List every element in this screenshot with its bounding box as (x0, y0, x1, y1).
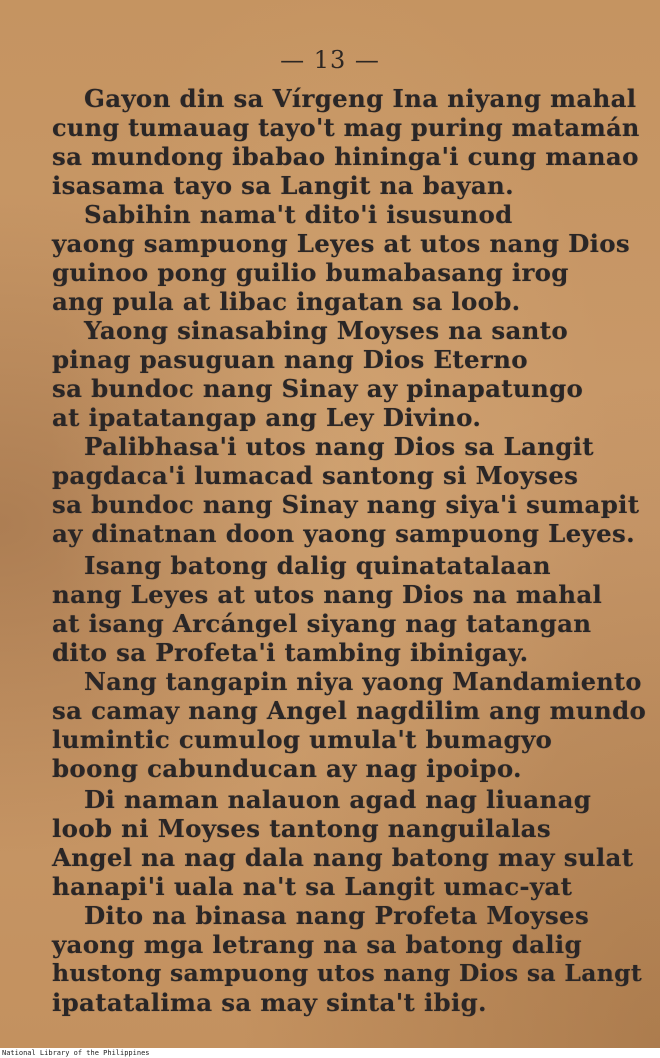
verse-line: pinag pasuguan nang Dios Eterno (52, 345, 528, 374)
verse-line: Sabihin nama't dito'i isusunod (84, 200, 513, 229)
verse-line: hustong sampuong utos nang Dios sa Langt (52, 959, 643, 987)
verse-line: guinoo pong guilio bumabasang irog (52, 258, 569, 287)
verse-line: dito sa Profeta'i tambing ibinigay. (52, 638, 529, 667)
verse-line: Gayon din sa Vírgeng Ina niyang mahal (84, 84, 637, 113)
verse-line: cung tumauag tayo't mag puring matamán (52, 113, 640, 142)
verse-line: Nang tangapin niya yaong Mandamiento (84, 667, 642, 696)
verse-line: sa bundoc nang Sinay ay pinapatungo (52, 374, 584, 403)
verse-line: Dito na binasa nang Profeta Moyses (84, 901, 590, 930)
verse-line: at ipatatangap ang Ley Divino. (52, 403, 482, 432)
verse-line: Isang batong dalig quinatatalaan (84, 551, 551, 580)
verse-line: hanapi'i uala na't sa Langit umac-yat (52, 872, 573, 901)
verse-line: ay dinatnan doon yaong sampuong Leyes. (52, 519, 635, 548)
verse-line: lumintic cumulog umula't bumagyo (52, 725, 553, 754)
verse-line: ang pula at libac ingatan sa loob. (52, 287, 521, 316)
verse-line: Angel na nag dala nang batong may sulat (52, 843, 634, 872)
verse-line: sa mundong ibabao hininga'i cung manao (52, 142, 639, 171)
verse-line: yaong sampuong Leyes at utos nang Dios (52, 229, 630, 258)
verse-line: boong cabunducan ay nag ipoipo. (52, 754, 522, 783)
footer-bar (0, 1048, 660, 1058)
verse-line: pagdaca'i lumacad santong si Moyses (52, 461, 579, 490)
library-credit: National Library of the Philippines (2, 1049, 150, 1057)
verse-line: Palibhasa'i utos nang Dios sa Langit (84, 432, 594, 461)
verse-line: ipatatalima sa may sinta't ibig. (52, 988, 487, 1017)
verse-line: loob ni Moyses tantong nanguilalas (52, 814, 551, 843)
verse-line: isasama tayo sa Langit na bayan. (52, 171, 514, 200)
verse-line: sa bundoc nang Sinay nang siya'i sumapit (52, 490, 640, 519)
verse-line: Di naman nalauon agad nag liuanag (84, 785, 592, 814)
page-number: — 13 — (280, 46, 380, 74)
verse-line: nang Leyes at utos nang Dios na mahal (52, 580, 603, 609)
verse-line: Yaong sinasabing Moyses na santo (84, 316, 568, 345)
verse-line: at isang Arcángel siyang nag tatangan (52, 609, 592, 638)
verse-line: sa camay nang Angel nagdilim ang mundo (52, 696, 647, 725)
verse-line: yaong mga letrang na sa batong dalig (52, 930, 582, 959)
